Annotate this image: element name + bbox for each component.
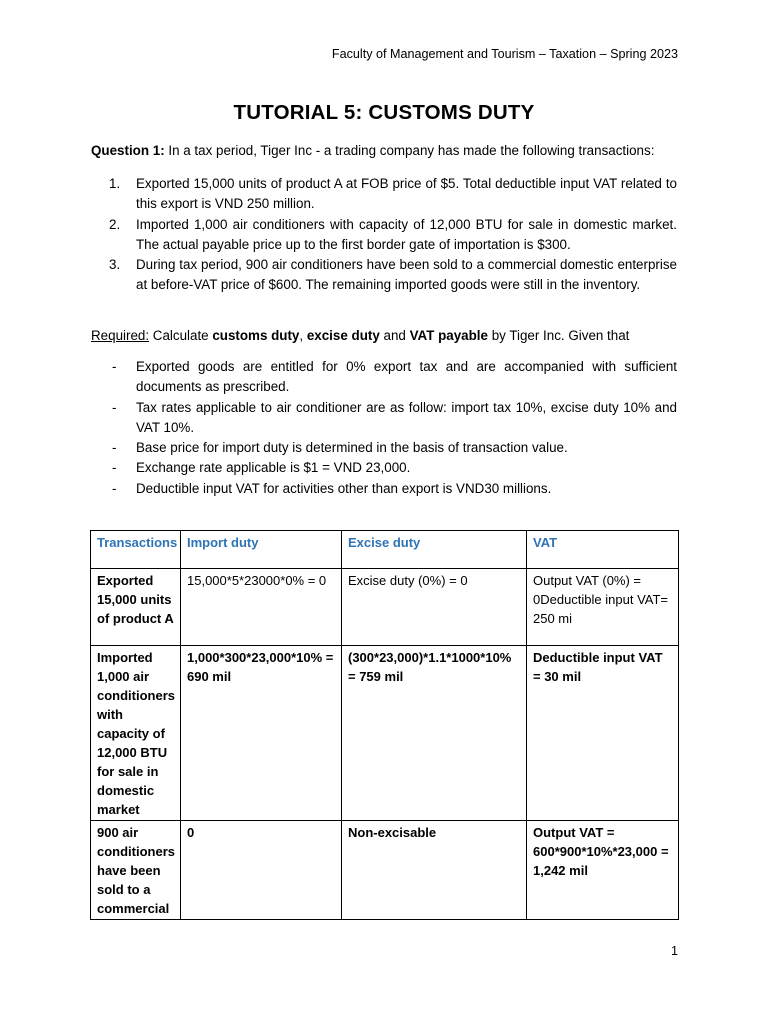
item-number: 1. — [109, 176, 121, 191]
list-item — [91, 438, 677, 458]
item-number: 3. — [109, 257, 121, 273]
cell-import-duty: 15,000*5*23000*0% = 0 — [181, 569, 342, 646]
dash-bullet: - — [112, 359, 117, 374]
item-text: During tax period, 900 air conditioners have been sold to a commercial domestic enterprise at before-VAT price of $600. The remaining imported goods were still in the inventory. — [136, 257, 677, 293]
required-text: , — [299, 328, 307, 343]
required-statement — [91, 328, 629, 343]
cell-vat: Output VAT = 600*900*10%*23,000 = 1,242 mil — [527, 821, 679, 920]
list-item — [91, 479, 677, 499]
required-vat-payable: VAT payable — [409, 328, 488, 343]
table-row — [91, 569, 679, 646]
item-text: Imported 1,000 air conditioners with capacity of 12,000 BTU for sale in domestic market. The actual payable price up to the first border gate of importation is $300. — [136, 216, 677, 252]
table-header-row — [91, 531, 679, 569]
list-item — [91, 255, 677, 296]
header-import-duty: Import duty — [181, 531, 342, 569]
required-text: and — [379, 328, 410, 343]
header-vat: VAT — [527, 531, 679, 569]
list-item — [91, 458, 677, 478]
required-customs-duty: customs duty — [212, 328, 300, 343]
required-label: Required: — [91, 328, 150, 343]
transaction-list — [91, 174, 677, 296]
item-text: Exported 15,000 units of product A at FOB price of $5. Total deductible input VAT related to this export is VND 250 million. — [136, 176, 677, 212]
list-item — [91, 398, 677, 439]
page-header: Faculty of Management and Tourism – Taxation – Spring 2023 — [331, 47, 678, 61]
required-text: by Tiger Inc. Given that — [487, 328, 630, 343]
question-label: Question 1: — [91, 143, 165, 158]
list-item — [91, 215, 677, 256]
condition-text: Exchange rate applicable is $1 = VND 23,000. — [136, 460, 411, 476]
question-1 — [91, 143, 654, 158]
required-excise-duty: excise duty — [306, 328, 380, 343]
page-number: 1 — [670, 944, 678, 958]
list-item — [91, 357, 677, 398]
table-row — [91, 646, 679, 821]
cell-vat: Deductible input VAT = 30 mil — [527, 646, 679, 821]
cell-excise-duty: Excise duty (0%) = 0 — [342, 569, 527, 646]
header-transactions: Transactions — [91, 531, 181, 569]
cell-transaction: 900 air conditioners have been sold to a commercial — [91, 821, 181, 920]
dash-bullet: - — [112, 399, 117, 415]
cell-vat: Output VAT (0%) = 0Deductible input VAT= 250 mi — [527, 569, 679, 646]
cell-excise-duty: Non-excisable — [342, 821, 527, 920]
item-number: 2. — [109, 216, 121, 232]
condition-text: Tax rates applicable to air conditioner are as follow: import tax 10%, excise duty 10% and VAT 10%. — [136, 399, 677, 435]
dash-bullet: - — [112, 440, 117, 456]
condition-text: Exported goods are entitled for 0% export tax and are accompanied with sufficient documents as prescribed. — [136, 359, 677, 395]
page-title: TUTORIAL 5: CUSTOMS DUTY — [233, 101, 535, 124]
table-row — [91, 821, 679, 920]
required-text: Calculate — [149, 328, 213, 343]
question-text: In a tax period, Tiger Inc - a trading company has made the following transactions: — [164, 143, 655, 158]
cell-transaction: Imported 1,000 air conditioners with capacity of 12,000 BTU for sale in domestic market — [91, 646, 181, 821]
conditions-list — [91, 357, 677, 499]
cell-import-duty: 0 — [181, 821, 342, 920]
dash-bullet: - — [112, 460, 117, 476]
answer-table — [90, 530, 679, 920]
cell-excise-duty: (300*23,000)*1.1*1000*10% = 759 mil — [342, 646, 527, 821]
condition-text: Deductible input VAT for activities other than export is VND30 millions. — [136, 480, 552, 496]
dash-bullet: - — [112, 480, 117, 496]
cell-import-duty: 1,000*300*23,000*10% = 690 mil — [181, 646, 342, 821]
header-excise-duty: Excise duty — [342, 531, 527, 569]
condition-text: Base price for import duty is determined in the basis of transaction value. — [136, 440, 568, 456]
list-item — [91, 174, 677, 215]
cell-transaction: Exported 15,000 units of product A — [91, 569, 181, 646]
